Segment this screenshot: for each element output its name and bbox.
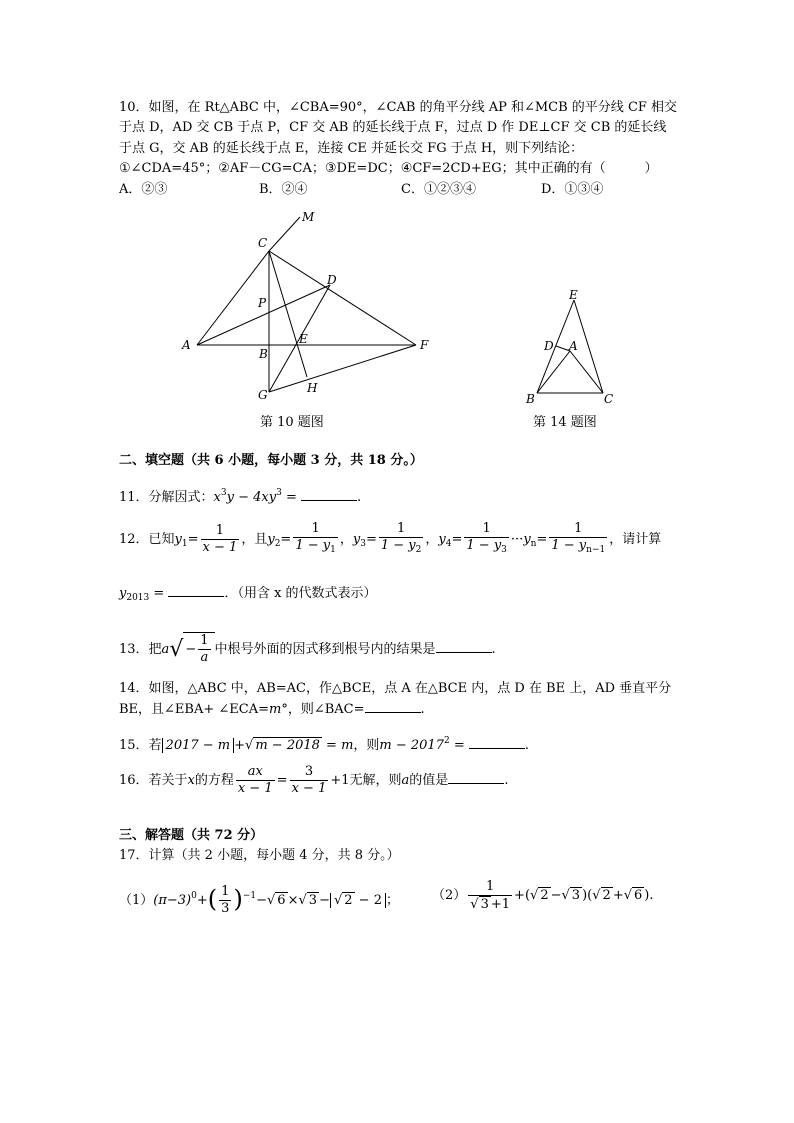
label-c: C bbox=[258, 236, 268, 250]
q15-prefix: 15．若 bbox=[119, 738, 162, 753]
q17-p1-base: (π−3) bbox=[153, 893, 192, 908]
q17-p2-num: 1 bbox=[468, 879, 512, 896]
q17-p1-abs bbox=[330, 893, 386, 908]
q11-expr: x bbox=[213, 490, 221, 505]
q14-m: m bbox=[269, 702, 282, 717]
q12-line2-tail: ．（用含 x 的代数式表示） bbox=[224, 586, 377, 601]
q11-eq: = bbox=[281, 490, 301, 505]
q17-p2-f1-minus: − bbox=[550, 888, 562, 903]
q17-p1-frac bbox=[219, 884, 231, 917]
label-e: E bbox=[569, 288, 578, 302]
q12-mid1: ，且 bbox=[241, 532, 268, 547]
q10-line-2: 于点 D，AD 交 CB 于点 P，CF 交 AB 的延长线于点 F，过点 D 作 DE⊥CF 交 CB 的延长线 bbox=[119, 120, 667, 135]
q15-expr: m − 2017 bbox=[379, 738, 444, 753]
q15-mid: ，则 bbox=[353, 738, 380, 753]
q11-expr-mid: y − 4xy bbox=[226, 490, 277, 505]
segment-da bbox=[556, 346, 570, 351]
q12-line-2: $y_{2013}$ = ．（用含 x 的代数式表示） bbox=[119, 586, 377, 603]
q17-p1-abs-r2: 2 bbox=[344, 893, 353, 908]
q12-y2-num: 1 bbox=[293, 521, 338, 538]
q17-p2-label: （2） bbox=[432, 888, 467, 903]
q12-y3-den-sub: 2 bbox=[415, 545, 422, 555]
q12-y1-sub: 1 bbox=[181, 539, 188, 549]
segment-ba bbox=[537, 351, 570, 393]
label-a: A bbox=[569, 339, 578, 353]
label-d: D bbox=[327, 273, 337, 287]
label-b: B bbox=[526, 392, 535, 405]
radical-icon: √ bbox=[245, 738, 254, 753]
q16-rhs-frac bbox=[290, 764, 329, 797]
q16-answer-blank[interactable] bbox=[448, 783, 504, 784]
q14-line2-deg: °，则∠BAC= bbox=[281, 702, 365, 717]
segment-cf bbox=[269, 251, 416, 345]
label-f: F bbox=[420, 338, 429, 352]
label-g: G bbox=[258, 388, 268, 402]
q12-yn-den: 1 − y bbox=[551, 538, 587, 553]
q12-line2-sub: 2013 bbox=[126, 593, 150, 603]
label-b: B bbox=[259, 347, 268, 361]
q16-rhs-num: 3 bbox=[290, 764, 329, 781]
q17-p1-minus1: − bbox=[256, 893, 267, 908]
choice-a: A．②③ bbox=[119, 182, 168, 197]
q16-lhs-den: x − 1 bbox=[237, 781, 273, 796]
q17-part-2: （2） $\frac{1}{√ 3 +1}$ +(√ 2 −√ 3 )(√ 2 +√ 6 ). bbox=[432, 878, 654, 912]
q16-mid2: 无解，则 bbox=[349, 773, 402, 788]
q13 bbox=[119, 632, 496, 668]
q17-p1-label: （1） bbox=[119, 893, 154, 908]
q16-eq: = bbox=[276, 773, 288, 788]
radical-icon: √ bbox=[298, 893, 307, 908]
q11-exp1: 3 bbox=[220, 488, 227, 498]
q17-p2-f1-r3: 3 bbox=[571, 888, 581, 903]
q17-p2-den-r3: 3 bbox=[480, 896, 489, 912]
label-m: M bbox=[302, 210, 315, 224]
q15 bbox=[119, 732, 529, 755]
label-c: C bbox=[604, 392, 614, 405]
q12-prefix: 12．已知 bbox=[119, 532, 175, 547]
choice-d: D．①③④ bbox=[541, 182, 604, 197]
q10-line-3: 于点 G，交 AB 的延长线于点 E，连接 CE 并延长交 FG 于点 H，则下列结论： bbox=[119, 141, 584, 156]
q16-lhs-frac bbox=[236, 764, 275, 797]
q12-y4-den-sub: 3 bbox=[501, 545, 507, 555]
q17-p2-f2-r6: 6 bbox=[634, 888, 643, 903]
q15-end: . bbox=[524, 738, 530, 753]
q13-minus: − bbox=[185, 642, 197, 657]
q10-choices bbox=[119, 181, 603, 199]
label-a: A bbox=[182, 338, 191, 352]
q16-end: . bbox=[504, 773, 509, 788]
q12-y1-num: 1 bbox=[201, 523, 240, 540]
q12-yn-frac bbox=[549, 521, 607, 558]
q13-num: 1 bbox=[200, 633, 209, 648]
segment-gf bbox=[269, 345, 416, 392]
q12-y3-frac bbox=[379, 521, 424, 558]
q15-expr-eq: = bbox=[449, 738, 469, 753]
q15-eq: = m bbox=[321, 738, 354, 753]
q17-p1-plus: + bbox=[196, 893, 208, 908]
label-d: D bbox=[544, 339, 554, 353]
segment-ad bbox=[197, 285, 330, 345]
q17-p2-frac bbox=[468, 879, 512, 913]
label-e: E bbox=[299, 332, 308, 346]
q11-prefix: 11．分解因式： bbox=[119, 490, 214, 505]
radical-icon: √ bbox=[169, 637, 184, 662]
q12-yn-den-sub: n−1 bbox=[586, 545, 606, 555]
q14-line-2 bbox=[119, 701, 425, 719]
q12-line-1: 12．已知$y_1=$ $\frac{1}{x - 1}$ ，且$y_2=$ $\frac{1}{1 - y_1}$ ，$y_3=$ $\frac{1}{1 - y_2}$ ，$y_4=$ $\frac{1}{1 - y_3}$ $\cdot\cdot\cdot y_n=$ $\frac{1}{1 - y_{n-1}}$ ，请计算 bbox=[119, 521, 661, 562]
q16-rhs-den: x − 1 bbox=[291, 781, 327, 796]
q12-yn-sub: n bbox=[530, 539, 537, 549]
q13-den: a bbox=[200, 650, 209, 665]
q12-y4-den: 1 − y bbox=[466, 538, 502, 553]
q11-end: . bbox=[356, 490, 362, 505]
q16-rhs-tail: +1 bbox=[330, 773, 350, 788]
segment-ec bbox=[574, 300, 603, 393]
q11 bbox=[119, 484, 361, 507]
q16-x: x bbox=[187, 773, 195, 788]
q16-prefix: 16．若关于 bbox=[119, 773, 188, 788]
radical-icon: √ bbox=[530, 888, 539, 903]
q13-frac bbox=[198, 633, 210, 666]
q16 bbox=[119, 763, 508, 799]
q12-y4-frac bbox=[464, 521, 509, 558]
radical-icon: √ bbox=[333, 893, 343, 908]
figure-14 bbox=[520, 285, 620, 405]
q16-lhs-num: ax bbox=[236, 764, 275, 781]
q14-line-1: 14．如图，△ABC 中，AB=AC，作△BCE，点 A 在△BCE 内，点 D 在 BE 上，AD 垂直平分 bbox=[119, 681, 672, 696]
q17-title: 17．计算（共 2 小题，每小题 4 分，共 8 分。） bbox=[119, 848, 400, 863]
q17-p1-exp0: 0 bbox=[191, 891, 197, 901]
figure-14-caption: 第 14 题图 bbox=[533, 415, 597, 430]
q12-y1-frac bbox=[201, 523, 240, 556]
q17-p1-r3: 3 bbox=[308, 893, 318, 908]
q11-exp2: 3 bbox=[276, 488, 282, 498]
section-2-title: 二、填空题（共 6 小题，每小题 3 分，共 18 分。） bbox=[119, 453, 423, 468]
q13-prefix: 13．把 bbox=[119, 642, 162, 657]
q17-p1-abs-tail: − 2 bbox=[354, 893, 382, 908]
choice-b: B．②④ bbox=[259, 182, 308, 197]
radical-icon: √ bbox=[623, 888, 633, 903]
q14-end: . bbox=[420, 702, 425, 717]
q15-plus: + bbox=[234, 738, 246, 753]
q12-y3-num: 1 bbox=[379, 521, 424, 538]
choice-c: C．①②③④ bbox=[401, 182, 476, 197]
q16-a: a bbox=[401, 773, 410, 788]
radical-icon: √ bbox=[470, 896, 479, 912]
q12-answer-blank[interactable] bbox=[168, 596, 224, 597]
q17-p1-exp: −1 bbox=[242, 891, 257, 901]
q17-p2-end: . bbox=[649, 888, 654, 903]
q17-p2-plus: + bbox=[514, 888, 525, 903]
q10-line-1: 10．如图，在 Rt△ABC 中，∠CBA=90°，∠CAB 的角平分线 AP 和∠MCB 的平分线 CF 相交 bbox=[119, 100, 678, 115]
q16-tail: 的值是 bbox=[409, 773, 449, 788]
q12-y2-frac bbox=[293, 521, 338, 558]
q17-p2-f2-r2: 2 bbox=[602, 888, 611, 903]
q10-line-4: ①∠CDA=45°；②AF－CG=CA；③DE=DC；④CF=2CD+EG；其中正确的有（ ） bbox=[119, 161, 658, 176]
label-h: H bbox=[307, 381, 318, 395]
segment-ac bbox=[570, 351, 603, 393]
q12-y2-den: 1 − y bbox=[295, 538, 331, 553]
q15-abs: 2017 − m bbox=[162, 738, 235, 753]
q14-line2-lead: BE，且∠EBA+ ∠ECA= bbox=[119, 702, 270, 717]
q15-answer-blank[interactable] bbox=[469, 748, 525, 749]
q17-part-1: $(1)(\pi-3)^0+$( $\frac{1}{3}$ )$^{-1}$−√ 6 ×√ 3 − √ 2 − 2 ； bbox=[119, 884, 399, 916]
q13-end: . bbox=[491, 642, 496, 657]
q12-y3-den: 1 − y bbox=[380, 538, 416, 553]
q17-p1-minus2: − bbox=[319, 893, 330, 908]
q17-p1-den: 3 bbox=[221, 901, 230, 916]
q12-y4-sub: 4 bbox=[445, 539, 452, 549]
q12-y2-sub: 2 bbox=[274, 539, 281, 549]
q13-tail: 中根号外面的因式移到根号内的结果是 bbox=[214, 642, 436, 657]
q11-answer-blank[interactable] bbox=[301, 500, 357, 501]
q15-exp: 2 bbox=[443, 736, 450, 746]
q12-y2-den-sub: 1 bbox=[330, 545, 336, 555]
q17-p1-num: 1 bbox=[221, 884, 230, 899]
q13-a: a bbox=[161, 642, 170, 657]
q13-answer-blank[interactable] bbox=[436, 652, 492, 653]
q16-mid1: 的方程 bbox=[194, 773, 234, 788]
q13-radicand bbox=[183, 632, 214, 666]
q15-radicand: m − 2018 bbox=[255, 738, 320, 753]
q12-y3-sub: 3 bbox=[360, 539, 366, 549]
figure-10 bbox=[170, 205, 440, 405]
q12-y4-num: 1 bbox=[464, 521, 509, 538]
q17-p1-end: ； bbox=[385, 893, 399, 908]
q17-p1-r6: 6 bbox=[277, 893, 286, 908]
radical-icon: √ bbox=[592, 888, 601, 903]
q14-answer-blank[interactable] bbox=[365, 712, 421, 713]
q12-dots: ··· bbox=[510, 532, 524, 547]
radical-icon: √ bbox=[561, 888, 570, 903]
ray-cm bbox=[269, 217, 300, 251]
radical-icon: √ bbox=[267, 893, 276, 908]
q12-y1-den: x − 1 bbox=[202, 540, 238, 555]
q12-yn-num: 1 bbox=[549, 521, 607, 538]
section-3-title: 三、解答题（共 72 分） bbox=[119, 828, 264, 843]
figure-10-caption: 第 10 题图 bbox=[260, 415, 324, 430]
q17-p2-f2-plus: + bbox=[612, 888, 624, 903]
label-p: P bbox=[258, 296, 267, 310]
q12-tail: ，请计算 bbox=[609, 532, 662, 547]
q17-p2-den-tail: +1 bbox=[490, 896, 511, 912]
q17-p2-f1-r2: 2 bbox=[540, 888, 549, 903]
q17-p1-times: × bbox=[287, 893, 299, 908]
